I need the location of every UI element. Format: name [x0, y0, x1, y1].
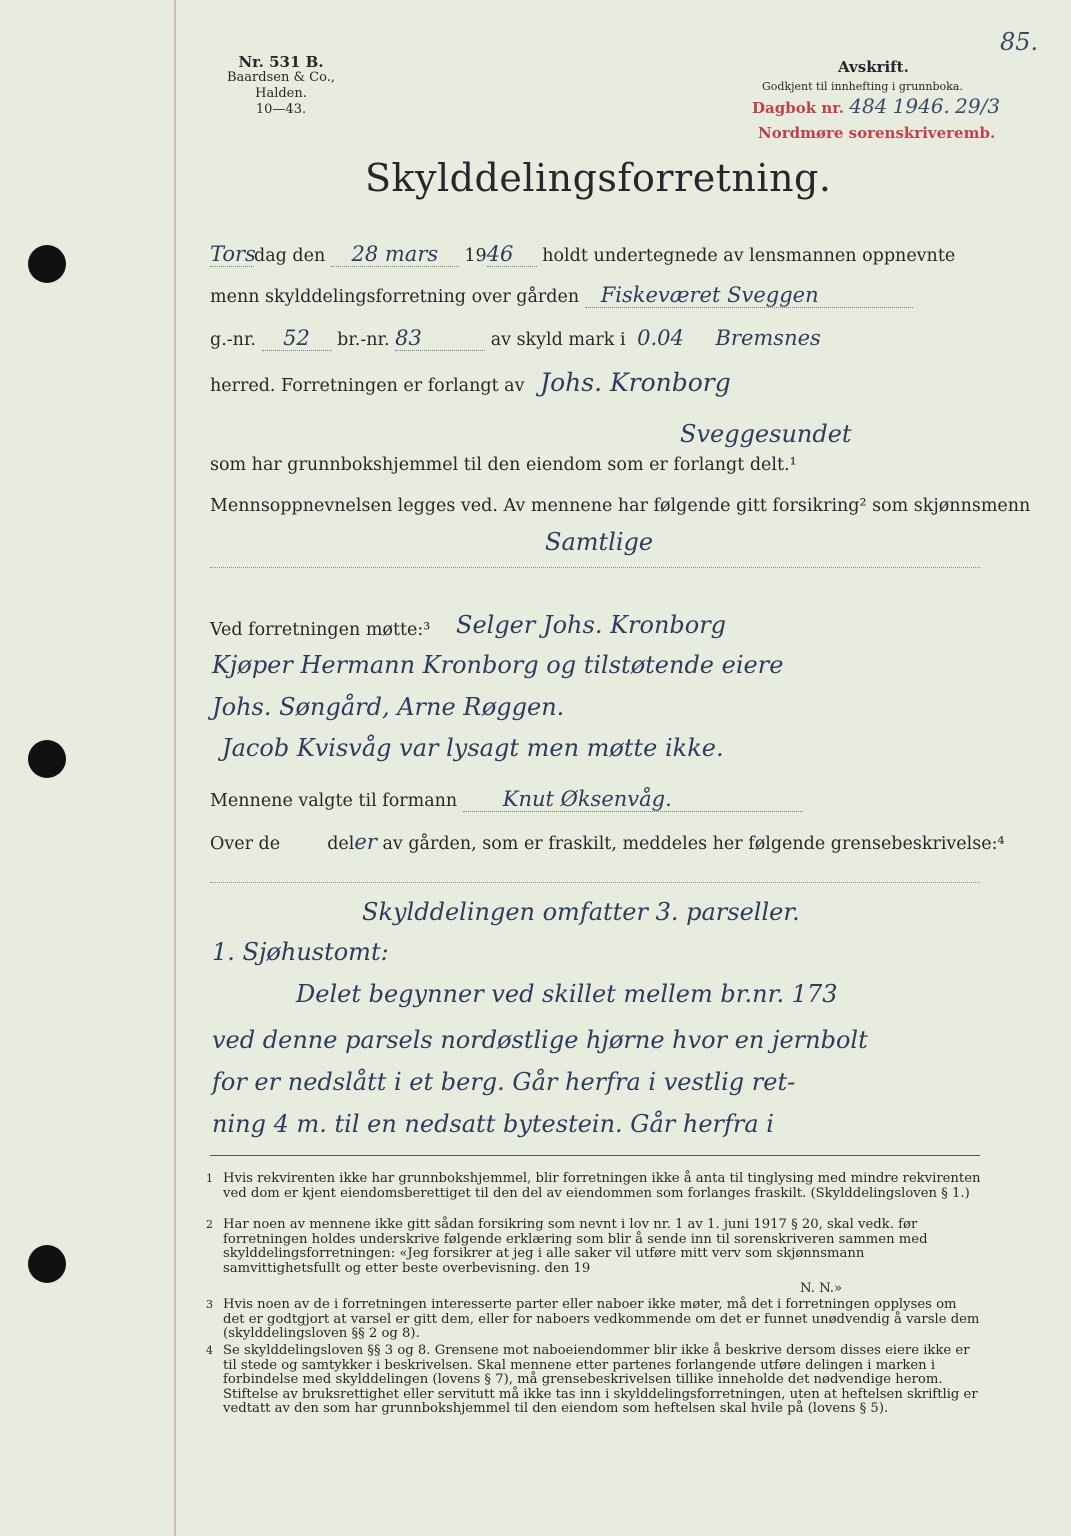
footnote-number: 1 [206, 1172, 213, 1185]
form-number: Nr. 531 B. [238, 53, 324, 71]
form-line-formann [210, 787, 980, 812]
footnote-text: Se skylddelingsloven §§ 3 og 8. Grensene mot naboeiendommer blir ikke å beskrive dersom disses eiere ikke er til stede og samtykker i beskrivelsen. Skal mennene etter partenes forlangende utføre delingen i marken i forbindelse med skylddelingen (lovens § 7), må grensebeskrivelsen tillike inneholde det nødvendige herom. Stiftelse av bruksrettighet eller servitutt må ikke tas inn i skylddelingsforretningen, uten at heftelsen skriftlig er vedtatt av den som har grunnbokshjemmel til den eiendom som heftelsen skal hvile på (lovens § 5). [223, 1343, 978, 1417]
farm-label: menn skylddelingsforretning over gården [210, 287, 580, 307]
document-title: Skylddelingsforretning. [365, 156, 832, 200]
day-handwritten: Tors [210, 242, 256, 266]
footnote-2 [206, 1218, 982, 1276]
del-label: del [327, 834, 355, 854]
margin-line [174, 0, 176, 1536]
form-line-hjemmel: som har grunnbokshjemmel til den eiendom som er forlangt delt.¹ [210, 455, 797, 475]
footnote-separator [210, 1155, 980, 1156]
herred-handwritten: Bremsnes [715, 326, 821, 350]
del-handwritten: er [354, 830, 377, 854]
over-text: av gården, som er fraskilt, meddeles her følgende grensebeskrivelse:⁴ [382, 834, 1005, 854]
description-line-5: for er nedslått i et berg. Går herfra i vestlig ret- [212, 1068, 796, 1096]
requester-place-handwritten: Sveggesundet [680, 420, 852, 448]
skyld-handwritten: 0.04 [637, 326, 684, 350]
footnote-3 [206, 1298, 982, 1342]
punch-hole [28, 740, 66, 778]
godkjent-text: Godkjent til innhefting i grunnboka. [762, 80, 963, 93]
skyld-label: av skyld mark i [490, 330, 626, 350]
year-handwritten: 46 [486, 242, 514, 266]
dagbok-date: 29/3 [955, 94, 1001, 118]
printer-info [206, 54, 356, 118]
bnr-label: br.-nr. [337, 330, 390, 350]
footnote-number: 3 [206, 1298, 213, 1311]
mote-handwritten-1: Selger Johs. Kronborg [456, 611, 727, 639]
punch-hole [28, 1245, 66, 1283]
blank-rule [210, 882, 980, 883]
form-line-farm [210, 283, 980, 308]
printer-name: Baardsen & Co., Halden. [227, 70, 335, 101]
dagbok-stamp [752, 94, 1000, 118]
mote-handwritten-2: Kjøper Hermann Kronborg og tilstøtende eiere [212, 651, 784, 679]
print-date: 10—43. [255, 102, 307, 117]
forsikring-handwritten: Samtlige [545, 528, 654, 556]
requester-label: herred. Forretningen er forlangt av [210, 376, 525, 396]
formann-handwritten: Knut Øksenvåg. [502, 787, 672, 811]
footnote-4 [206, 1344, 982, 1417]
description-line-6: ning 4 m. til en nedsatt bytestein. Går herfra i [212, 1110, 774, 1138]
day-suffix: dag den [254, 246, 326, 266]
footnote-number: 2 [206, 1218, 213, 1231]
gnr-handwritten: 52 [283, 326, 310, 350]
form-line-requester [210, 368, 980, 397]
footnote-text: Har noen av mennene ikke gitt sådan forsikring som nevnt i lov nr. 1 av 1. juni 1917 § 20, skal vedk. før forretningen holdes underskrive følgende erklæring som blir å sende inn til sorenskriveren sammen med skylddelingsforretningen: «Jeg forsikrer at jeg i alle saker vil utføre mitt verv som skjønnsmann samvittighetsfullt og etter beste overbevisning. den 19 [223, 1217, 928, 1276]
punch-hole [28, 245, 66, 283]
line1-text: holdt undertegnede av lensmannen oppnevnte [542, 246, 956, 266]
form-line-date [210, 242, 980, 267]
description-line-2: 1. Sjøhustomt: [212, 938, 389, 966]
form-line-over [210, 830, 1005, 854]
dagbok-number: 484 [849, 94, 888, 118]
office-stamp: Nordmøre sorenskriveremb. [758, 124, 996, 142]
formann-label: Mennene valgte til formann [210, 791, 458, 811]
footnote-2-signature [800, 1282, 920, 1297]
footnote-text: N. N.» [800, 1281, 843, 1296]
footnote-number: 4 [206, 1344, 213, 1357]
description-line-4: ved denne parsels nordøstlige hjørne hvor en jernbolt [212, 1026, 868, 1054]
mote-handwritten-3: Johs. Søngård, Arne Røggen. [212, 693, 565, 721]
year-prefix: 19 [464, 246, 487, 266]
footnote-text: Hvis rekvirenten ikke har grunnbokshjemmel, blir forretningen ikke å anta til tinglysing med mindre rekvirenten ved dom er kjent eiendomsberettiget til den del av eiendommen som forlanges fraskilt. (Skylddelingsloven § 1.) [223, 1171, 981, 1201]
description-line-1: Skylddelingen omfatter 3. parseller. [362, 898, 800, 926]
form-line-gnr [210, 326, 980, 351]
over-label: Over de [210, 834, 281, 854]
folio-number: 85. [1000, 28, 1039, 56]
blank-rule [210, 567, 980, 568]
dagbok-year: 1946. [892, 94, 950, 118]
mote-label: Ved forretningen møtte:³ [210, 620, 431, 640]
dagbok-label: Dagbok nr. [752, 99, 844, 117]
farm-handwritten: Fiskeværet Sveggen [600, 283, 819, 307]
footnote-text: Hvis noen av de i forretningen interesserte parter eller naboer ikke møter, må det i forretningen opplyses om det er godtgjort at varsel er gitt dem, eller for naboers vedkommende om det er funnet unødvendig å varsle dem (skylddelingsloven §§ 2 og 8). [223, 1297, 980, 1342]
date-handwritten: 28 mars [351, 242, 439, 266]
form-line-forsikring: Mennsoppnevnelsen legges ved. Av mennene har følgende gitt forsikring² som skjønnsmenn [210, 496, 1031, 516]
requester-handwritten: Johs. Kronborg [540, 368, 731, 397]
footnote-1 [206, 1172, 982, 1201]
description-line-3: Delet begynner ved skillet mellem br.nr. 173 [296, 980, 838, 1008]
gnr-label: g.-nr. [210, 330, 256, 350]
mote-handwritten-4: Jacob Kvisvåg var lysagt men møtte ikke. [222, 734, 724, 762]
avskrift-label: Avskrift. [838, 58, 909, 76]
bnr-handwritten: 83 [395, 326, 422, 350]
